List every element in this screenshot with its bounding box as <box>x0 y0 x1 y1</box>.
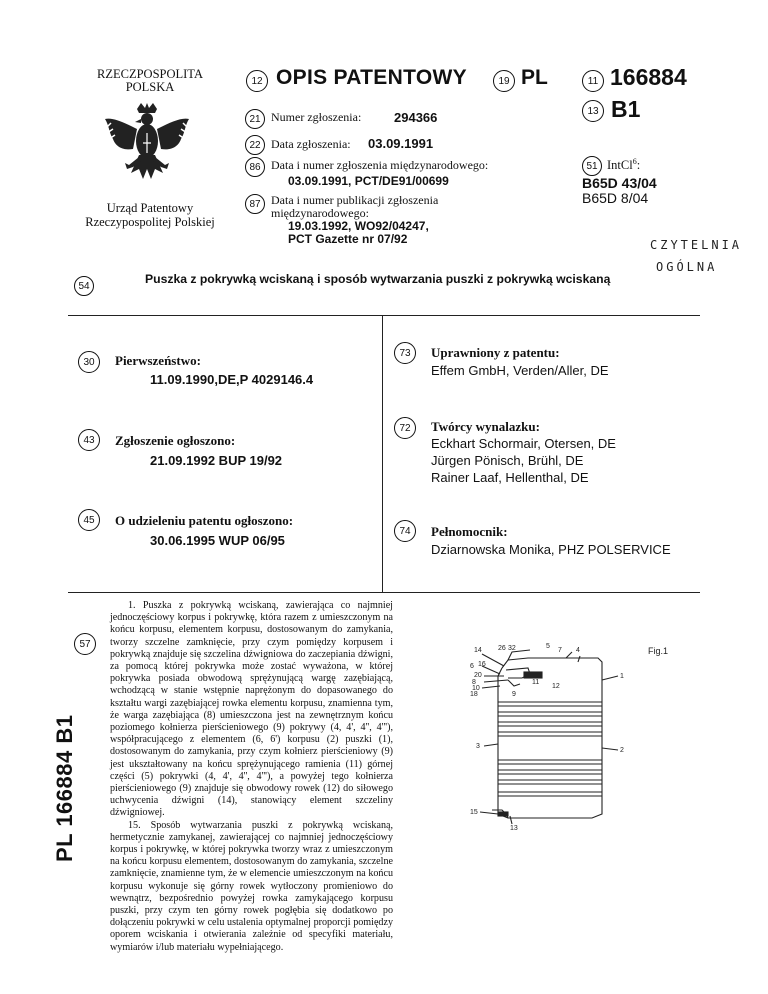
country-name <box>70 68 230 94</box>
figure-label-26: 26 <box>498 645 506 652</box>
priority-value: 11.09.1990,DE,P 4029146.4 <box>150 372 314 387</box>
figure-label-1: 1 <box>620 673 624 680</box>
figure-label-11: 11 <box>532 679 540 686</box>
figure-label-6: 6 <box>470 663 474 670</box>
figure-label-10: 10 <box>472 685 480 692</box>
holder-label: Uprawniony z patentu: <box>431 345 560 360</box>
office-line-1: Urząd Patentowy <box>106 201 194 215</box>
intl-publication-value <box>288 220 429 246</box>
ipc-colon: : <box>636 158 641 173</box>
figure-label-2: 2 <box>620 747 624 754</box>
inventor-1: Eckhart Schormair, Otersen, DE <box>431 436 616 451</box>
inid-13-badge: 13 <box>582 100 604 122</box>
inid-21-badge: 21 <box>245 109 265 129</box>
figure-label-20: 20 <box>474 672 482 679</box>
inid-86-badge: 86 <box>245 157 265 177</box>
office-line-2: Rzeczypospolitej Polskiej <box>85 215 215 229</box>
ipc-label <box>607 157 640 173</box>
figure-label-14: 14 <box>474 647 482 654</box>
figure-drawing <box>468 640 708 830</box>
ipc-class-1: B65D 43/04 <box>582 175 657 191</box>
inventor-2: Jürgen Pönisch, Brühl, DE <box>431 453 584 468</box>
figure-caption: Fig.1 <box>648 646 669 656</box>
figure-label-9: 9 <box>512 691 516 698</box>
inid-73-badge: 73 <box>394 342 416 364</box>
inventors-label: Twórcy wynalazku: <box>431 419 540 434</box>
ipc-class-2: B65D 8/04 <box>582 190 649 206</box>
inid-19-badge: 19 <box>493 70 515 92</box>
granted-value: 30.06.1995 WUP 06/95 <box>150 533 285 548</box>
country-line-1: RZECZPOSPOLITA <box>97 67 203 81</box>
figure-label-16: 16 <box>478 661 486 668</box>
patent-number: 166884 <box>610 64 687 90</box>
inid-72-badge: 72 <box>394 417 416 439</box>
country-code: PL <box>521 66 548 89</box>
figure-label-5: 5 <box>546 643 550 650</box>
announced-label: Zgłoszenie ogłoszono: <box>115 433 236 448</box>
inid-51-badge: 51 <box>582 156 602 176</box>
inid-12-badge: 12 <box>246 70 268 92</box>
inid-74-badge: 74 <box>394 520 416 542</box>
announced-value: 21.09.1992 BUP 19/92 <box>150 453 283 468</box>
intl-publication-label <box>271 194 438 220</box>
ipc-label-text: IntCl <box>607 158 633 173</box>
abstract-claims <box>110 600 393 954</box>
inid-87-badge: 87 <box>245 194 265 214</box>
inventors-list <box>431 435 616 486</box>
intl-publication-value-1: 19.03.1992, WO92/04247, <box>288 219 429 233</box>
library-stamp-line-1: CZYTELNIA <box>650 238 743 252</box>
intl-application-label: Data i numer zgłoszenia międzynarodowego: <box>271 158 489 172</box>
figure-label-15: 15 <box>470 809 478 816</box>
figure-label-13: 13 <box>510 825 518 830</box>
figure-label-32: 32 <box>508 645 516 652</box>
inid-22-badge: 22 <box>245 135 265 155</box>
intl-publication-label-2: międzynarodowego: <box>271 206 369 220</box>
country-line-2: POLSKA <box>125 80 175 94</box>
figure-label-7: 7 <box>558 647 562 654</box>
eagle-emblem-icon <box>103 103 191 189</box>
intl-publication-label-1: Data i numer publikacji zgłoszenia <box>271 193 439 207</box>
intl-publication-value-2: PCT Gazette nr 07/92 <box>288 232 408 246</box>
claim-15: 15. Sposób wytwarzania puszki z pokrywką wciskaną, hermetycznie zamykanej, zawierającej co najmniej jednoczęściowy korpus i pokrywkę, w której pokrywka tworzy wraz z umieszczonym na końcu korpusu elementem, dostosowanym do zamykania, szczelne zamknięcie, znamienne tym, że w elemencie umieszczonym na końcu korpusu wykonuje się górny rowek wytłoczony promieniowo do wewnątrz, bezpośrednio powyżej rowka zamykającego korpusu puszki, przy czym ten górny rowek pogłębia się dodatkowo po dołączeniu pokrywki w celu ustalenia optymalnej proporcji pomiędzy oporem wciskania i otwierania zależnie od specyfiki materiału, wymiarów i/lub materiału wypełniającego. <box>110 819 393 953</box>
inid-54-badge: 54 <box>74 276 94 296</box>
figure-label-4: 4 <box>576 647 580 654</box>
intl-application-value: 03.09.1991, PCT/DE91/00699 <box>288 174 449 188</box>
library-stamp-line-2: OGÓLNA <box>656 260 718 274</box>
rule-bottom <box>68 592 700 593</box>
side-patent-id: PL 166884 B1 <box>52 714 77 862</box>
holder-value: Effem GmbH, Verden/Aller, DE <box>431 363 609 378</box>
inid-11-badge: 11 <box>582 70 604 92</box>
application-number: 294366 <box>394 110 438 125</box>
inventor-3: Rainer Laaf, Hellenthal, DE <box>431 470 589 485</box>
application-number-label: Numer zgłoszenia: <box>271 110 362 124</box>
claim-1: 1. Puszka z pokrywką wciskaną, zawierająca co najmniej jednoczęściowy korpus i pokrywkę, która razem z umieszczonym na końcu korpusu, elementem korpusu, dostosowanym do zamykania, tworzy szczelne zamknięcie, przy czym pomiędzy korpusem i pokrywką znajduje się szczelina dźwigniowa do zaczepiania dźwigni, za pomocą której pokrywka może zostać wyważona, w której pokrywka posiada obwodową sprężynującą wargę zazębiającą, wchodzącą w stanie wstępnie naprężonym do dopasowanego do kształtu wargi zazębiającej rowka elementu korpusu, znamienna tym, że warga zazębiająca (8) umieszczona jest na zewnętrznym końcu poziomego kołnierza pierścieniowego (9) pokrywy (4, 4', 4'', 4'''), współpracującego z elementem (6, 6') korpusu (2) puszki (1), dostosowanym do zamykania, przy czym kołnierz pierścieniowy (9) jest ukształtowany na końcu sprężynującego ramienia (11) górnej części (5) pokrywki (4, 4', 4'', 4'''), a powyżej tego kołnierza pierścieniowego (9) znajduje się obwodowy rowek (12) do siłowego uchwycenia dźwigni (14), stanowiący element szczeliny dźwigniowej. <box>110 600 393 819</box>
invention-title: Puszka z pokrywką wciskaną i sposób wytwarzania puszki z pokrywką wciskaną <box>145 272 611 286</box>
rule-top <box>68 315 700 316</box>
kind-code: B1 <box>611 96 641 122</box>
figure-label-18: 18 <box>470 691 478 698</box>
attorney-value: Dziarnowska Monika, PHZ POLSERVICE <box>431 542 671 557</box>
figure-label-8: 8 <box>472 679 476 686</box>
office-name <box>50 201 250 229</box>
inid-45-badge: 45 <box>78 509 100 531</box>
ipc-edition: 6 <box>632 157 637 166</box>
inid-43-badge: 43 <box>78 429 100 451</box>
inid-57-badge: 57 <box>74 633 96 655</box>
granted-label: O udzieleniu patentu ogłoszono: <box>115 513 294 528</box>
document-title: OPIS PATENTOWY <box>276 66 467 89</box>
figure-label-12: 12 <box>552 683 560 690</box>
application-date-label: Data zgłoszenia: <box>271 137 351 151</box>
application-date: 03.09.1991 <box>368 136 434 151</box>
priority-label: Pierwszeństwo: <box>115 353 201 368</box>
attorney-label: Pełnomocnik: <box>431 524 508 539</box>
figure-label-3: 3 <box>476 743 480 750</box>
inid-30-badge: 30 <box>78 351 100 373</box>
rule-column-divider <box>382 316 383 592</box>
